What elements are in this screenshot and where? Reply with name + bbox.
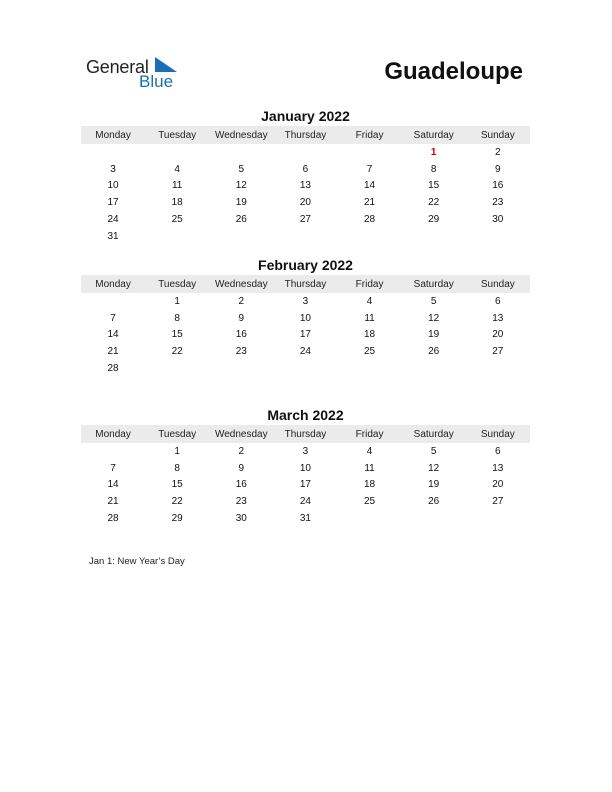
day-cell: 13 [492,462,504,474]
month-march [81,405,530,527]
weekday-sunday: Sunday [480,428,515,440]
day-cell: 13 [299,180,311,192]
day-cell: 21 [107,496,119,508]
day-cell: 18 [364,479,376,491]
holiday-day-cell: 1 [430,146,437,158]
day-cell: 12 [428,312,440,324]
day-cell: 27 [492,496,504,508]
day-cell: 22 [171,496,183,508]
day-cell: 14 [107,479,119,491]
day-cell: 1 [174,445,180,457]
week-row [81,293,530,310]
day-cell: 23 [492,197,504,209]
day-cell: 27 [299,214,311,226]
day-cell: 5 [430,445,437,457]
weekday-monday: Monday [95,129,131,141]
day-cell: 19 [428,479,440,491]
weekday-friday: Friday [355,129,384,141]
day-cell: 9 [238,312,245,324]
weeks [81,144,530,245]
day-cell: 19 [235,197,247,209]
day-cell: 7 [110,462,116,474]
day-cell: 30 [235,513,247,525]
weekday-header [81,425,530,443]
day-cell: 3 [302,445,309,457]
day-cell: 10 [299,312,311,324]
day-cell: 12 [428,462,440,474]
day-cell: 18 [364,329,376,341]
day-cell: 20 [492,329,504,341]
day-cell: 20 [492,479,504,491]
weekday-thursday: Thursday [284,129,327,141]
day-cell: 5 [238,163,245,175]
day-cell: 3 [110,163,116,175]
day-cell: 23 [235,346,247,358]
week-row [81,460,530,477]
weekday-monday: Monday [95,428,131,440]
weekday-friday: Friday [355,278,384,290]
day-cell: 11 [364,312,375,324]
logo-blue-text: Blue [139,72,174,91]
weekday-saturday: Saturday [413,278,454,290]
day-cell: 21 [364,197,376,209]
day-cell: 7 [366,163,373,175]
weekday-thursday: Thursday [284,428,327,440]
week-row [81,360,530,377]
week-row [81,343,530,360]
week-row [81,144,530,161]
day-cell: 2 [495,146,501,158]
day-cell: 14 [364,180,376,192]
day-cell: 6 [495,445,501,457]
weekday-tuesday: Tuesday [158,278,197,290]
week-row [81,327,530,344]
day-cell: 16 [235,479,247,491]
weekday-saturday: Saturday [413,129,454,141]
weeks [81,293,530,377]
day-cell: 6 [495,295,501,307]
logo-flag-icon [155,57,177,72]
day-cell: 2 [238,445,245,457]
day-cell: 17 [299,329,311,341]
day-cell: 8 [174,462,180,474]
day-cell: 25 [171,214,183,226]
day-cell: 16 [235,329,247,341]
country-title: Guadeloupe [384,58,523,85]
day-cell: 6 [302,163,309,175]
day-cell: 29 [171,513,183,525]
day-cell: 28 [107,513,119,525]
weekday-sunday: Sunday [480,129,515,141]
day-cell: 8 [430,163,437,175]
day-cell: 31 [107,230,119,242]
logo-general-text: General [86,57,149,77]
day-cell: 8 [174,312,180,324]
weekday-thursday: Thursday [284,278,327,290]
weeks [81,443,530,527]
day-cell: 3 [302,295,309,307]
day-cell: 26 [235,214,247,226]
weekday-header [81,275,530,293]
week-row [81,228,530,245]
day-cell: 16 [492,180,504,192]
day-cell: 12 [235,180,247,192]
day-cell: 10 [107,180,119,192]
weekday-header [81,126,530,144]
day-cell: 30 [492,214,504,226]
day-cell: 10 [299,462,311,474]
weekday-tuesday: Tuesday [158,428,197,440]
day-cell: 17 [299,479,311,491]
month-title: January 2022 [261,108,350,124]
week-row [81,194,530,211]
week-row [81,493,530,510]
day-cell: 4 [174,163,180,175]
day-cell: 27 [492,346,504,358]
week-row [81,477,530,494]
weekday-sunday: Sunday [480,278,515,290]
week-row [81,443,530,460]
day-cell: 19 [428,329,440,341]
holiday-note: Jan 1: New Year’s Day [89,556,185,567]
month-january [81,106,530,245]
day-cell: 28 [364,214,376,226]
day-cell: 4 [366,445,373,457]
day-cell: 11 [364,462,375,474]
day-cell: 25 [364,496,376,508]
day-cell: 9 [495,163,501,175]
weekday-monday: Monday [95,278,131,290]
day-cell: 15 [428,180,440,192]
day-cell: 24 [107,214,119,226]
day-cell: 23 [235,496,247,508]
weekday-tuesday: Tuesday [158,129,197,141]
day-cell: 7 [110,312,116,324]
day-cell: 17 [107,197,119,209]
weekday-friday: Friday [355,428,384,440]
week-row [81,510,530,527]
day-cell: 24 [299,346,311,358]
day-cell: 22 [428,197,440,209]
day-cell: 26 [428,496,440,508]
day-cell: 5 [430,295,437,307]
week-row [81,211,530,228]
month-title: March 2022 [267,407,344,423]
weekday-saturday: Saturday [413,428,454,440]
general-blue-logo [86,54,196,94]
day-cell: 13 [492,312,504,324]
day-cell: 29 [428,214,440,226]
day-cell: 1 [174,295,180,307]
day-cell: 11 [171,180,183,192]
day-cell: 2 [238,295,245,307]
day-cell: 24 [299,496,311,508]
day-cell: 15 [171,479,183,491]
day-cell: 28 [107,363,119,375]
day-cell: 26 [428,346,440,358]
day-cell: 9 [238,462,245,474]
week-row [81,161,530,178]
day-cell: 31 [299,513,311,525]
weekday-wednesday: Wednesday [214,428,268,440]
day-cell: 15 [171,329,183,341]
day-cell: 4 [366,295,373,307]
month-title: February 2022 [258,257,353,273]
week-row [81,310,530,327]
weekday-wednesday: Wednesday [214,129,268,141]
day-cell: 25 [364,346,376,358]
day-cell: 21 [107,346,119,358]
day-cell: 20 [299,197,311,209]
holiday-notes [89,556,185,567]
week-row [81,178,530,195]
weekday-wednesday: Wednesday [214,278,268,290]
month-february [81,255,530,377]
day-cell: 18 [171,197,183,209]
day-cell: 14 [107,329,119,341]
day-cell: 22 [171,346,183,358]
